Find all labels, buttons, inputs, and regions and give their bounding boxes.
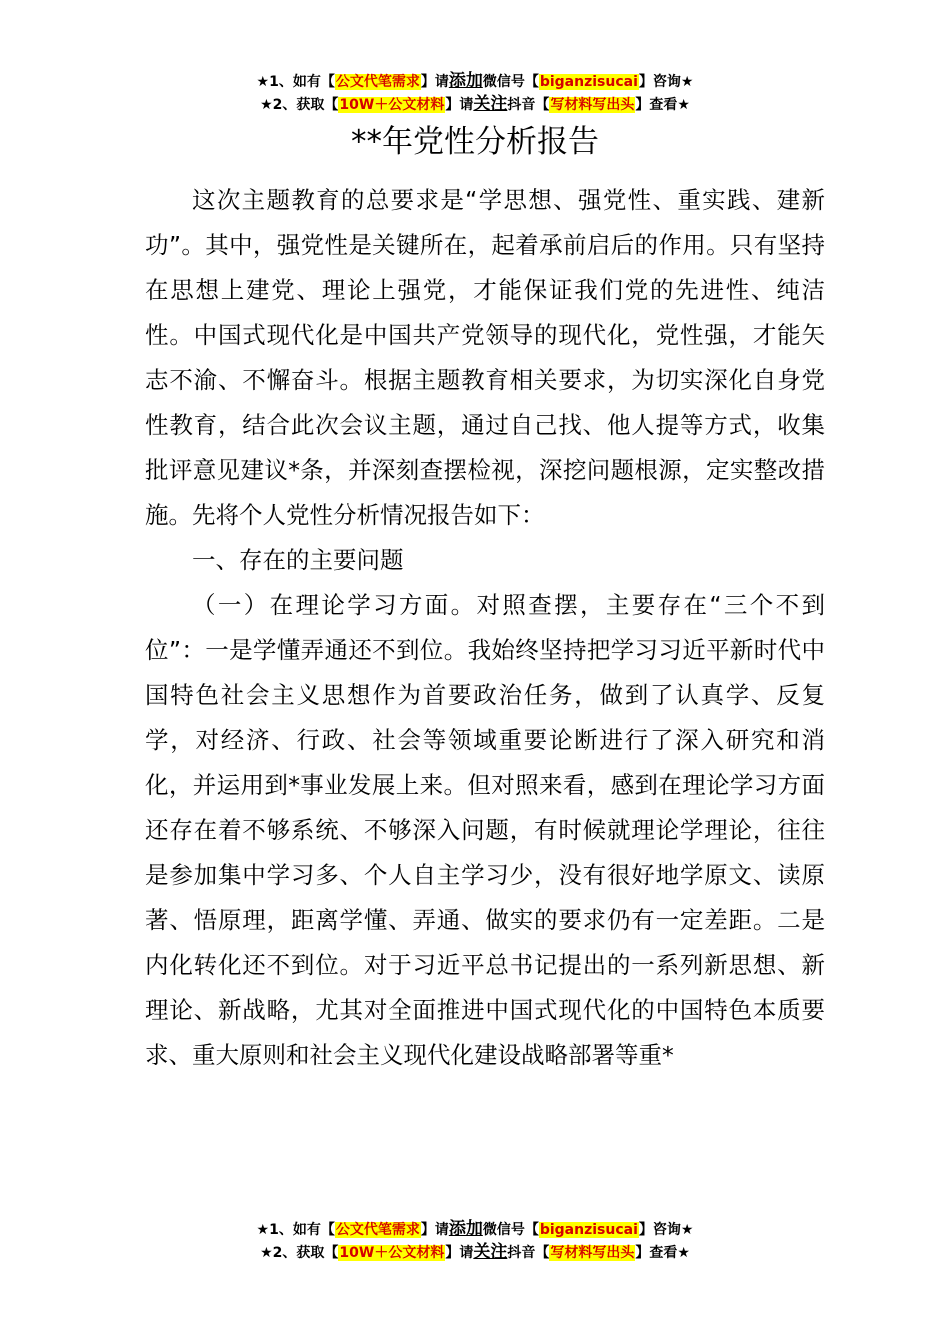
banner-text: 微信号【: [482, 74, 539, 90]
banner-text: 】咨询★: [638, 1222, 694, 1238]
header-banner: [0, 70, 950, 116]
banner-text: ★1、如有【: [256, 74, 335, 90]
section-heading: 一、存在的主要问题: [192, 546, 404, 574]
banner-line-1: [0, 1218, 950, 1241]
banner-underlined: 添加: [448, 1219, 483, 1239]
banner-text: 抖音【: [507, 97, 550, 113]
banner-line-2: [0, 1241, 950, 1264]
footer-banner: [0, 1218, 950, 1264]
banner-highlight: biganzisucai: [539, 1222, 638, 1238]
banner-text: 】请: [445, 97, 474, 113]
banner-text: 】查看★: [635, 97, 690, 113]
banner-text: 】请: [445, 1245, 474, 1261]
document-body: [145, 178, 825, 1078]
banner-line-1: [0, 70, 950, 93]
banner-underlined: 关注: [473, 94, 508, 114]
banner-text: ★2、获取【: [260, 1245, 339, 1261]
banner-highlight: 公文代笔需求: [335, 74, 420, 90]
banner-text: ★2、获取【: [260, 97, 339, 113]
banner-highlight: biganzisucai: [539, 74, 638, 90]
banner-highlight: 10W＋公文材料: [339, 1245, 445, 1261]
banner-underlined: 添加: [448, 71, 483, 91]
banner-text: 微信号【: [482, 1222, 539, 1238]
banner-text: 】请: [420, 74, 449, 90]
banner-highlight: 10W＋公文材料: [339, 97, 445, 113]
banner-underlined: 关注: [473, 1242, 508, 1262]
paragraph-theory-study: （一）在理论学习方面。对照查摆，主要存在“三个不到位”：一是学懂弄通还不到位。我始终坚持把学习习近平新时代中国特色社会主义思想作为首要政治任务，做到了认真学、反复学，对经济、行政、社会等领域重要论断进行了深入研究和消化，并运用到*事业发展上来。但对照来看，感到在理论学习方面还存在着不够系统、不够深入问题，有时候就理论学理论，往往是参加集中学习多、个人自主学习少，没有很好地学原文、读原著、悟原理，距离学懂、弄通、做实的要求仍有一定差距。二是内化转化还不到位。对于习近平总书记提出的一系列新思想、新理论、新战略，尤其对全面推进中国式现代化的中国特色本质要求、重大原则和社会主义现代化建设战略部署等重*: [145, 591, 825, 1069]
banner-text: 】咨询★: [638, 74, 694, 90]
banner-text: 抖音【: [507, 1245, 550, 1261]
banner-highlight: 公文代笔需求: [335, 1222, 420, 1238]
document-title: **年党性分析报告: [351, 124, 599, 160]
banner-line-2: [0, 93, 950, 116]
banner-text: 】查看★: [635, 1245, 690, 1261]
banner-text: 】请: [420, 1222, 449, 1238]
paragraph-intro: 这次主题教育的总要求是“学思想、强党性、重实践、建新功”。其中，强党性是关键所在，起着承前启后的作用。只有坚持在思想上建党、理论上强党，才能保证我们党的先进性、纯洁性。中国式现代化是中国共产党领导的现代化，党性强，才能矢志不渝、不懈奋斗。根据主题教育相关要求，为切实深化自身党性教育，结合此次会议主题，通过自己找、他人提等方式，收集批评意见建议*条，并深刻查摆检视，深挖问题根源，定实整改措施。先将个人党性分析情况报告如下：: [145, 186, 825, 529]
banner-text: ★1、如有【: [256, 1222, 335, 1238]
banner-highlight: 写材料写出头: [550, 1245, 635, 1261]
banner-highlight: 写材料写出头: [550, 97, 635, 113]
